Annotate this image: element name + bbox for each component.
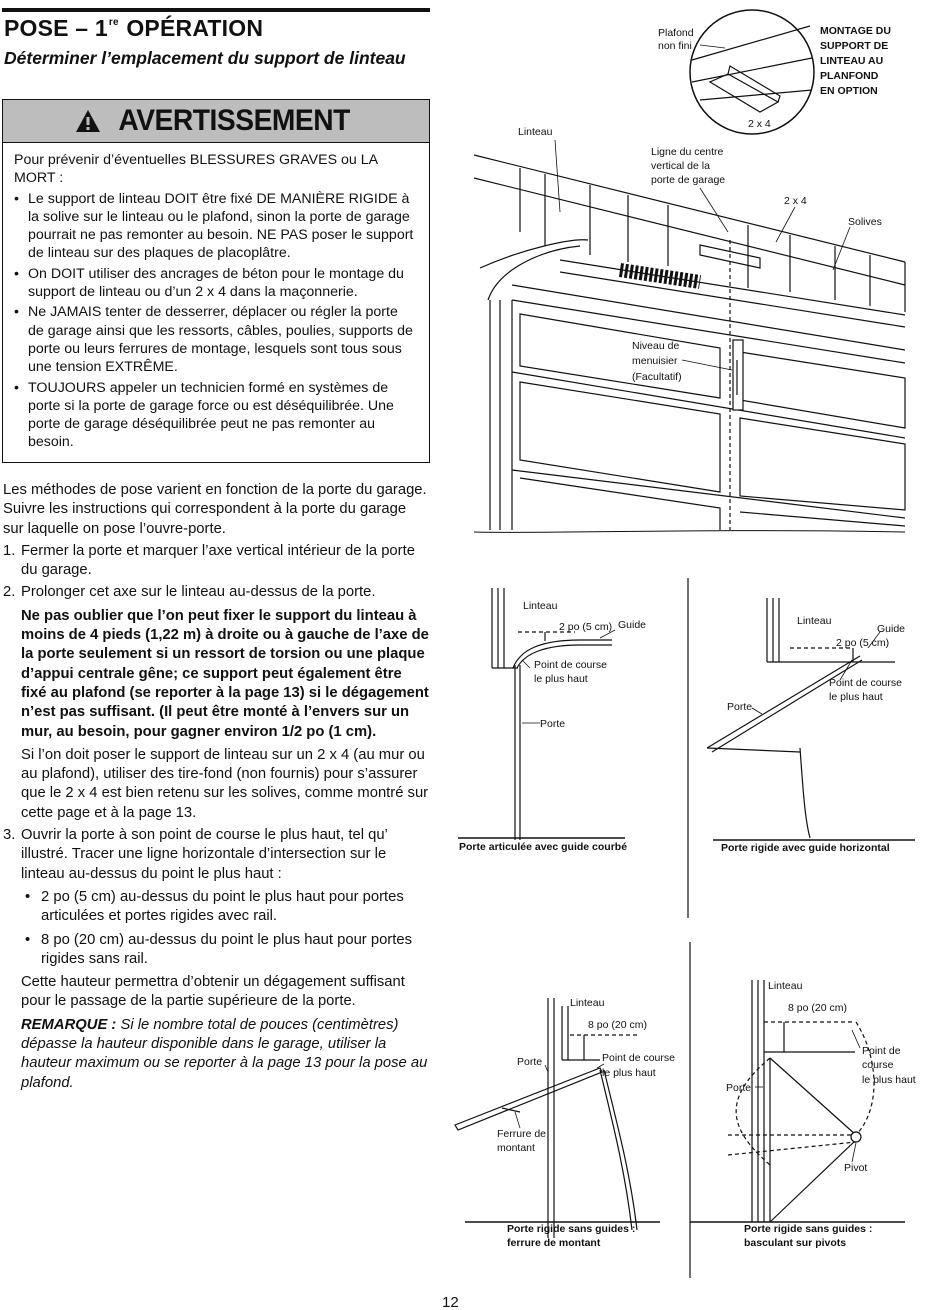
label-2x4-inset: 2 x 4 — [748, 118, 771, 130]
fig4-label-linteau: Linteau — [768, 980, 803, 992]
label-niveau-1: Niveau de — [632, 340, 680, 352]
warning-item: • On DOIT utiliser des ancrages de béton pour le montage du support de linteau ou d’un 2 x 4 dans la maçonnerie. — [14, 265, 417, 302]
fig4-caption-2: basculant sur pivots — [744, 1237, 847, 1249]
fig1-label-point-2: le plus haut — [534, 673, 588, 685]
fig4-label-pivot: Pivot — [844, 1162, 868, 1174]
fig2-label-point-1: Point de course — [829, 677, 902, 689]
step-2-important: Ne pas oublier que l’on peut fixer le support du linteau à moins de 4 pieds (1,22 m) à droite ou à gauche de l’axe de la porte seulement si un ressort de torsion ou une plaque d’appui centrale gêne; ce support peut également être fixé au plafond (se reporter à la page 13) si le dégagement n’est pas suffisant. (Il peut être monté à l’envers sur un mur, au besoin, pour gagner environ 1/2 po (1 cm). — [21, 607, 429, 740]
fig2-caption: Porte rigide avec guide horizontal — [721, 842, 890, 854]
fig3-label-linteau: Linteau — [570, 997, 605, 1009]
label-ligne-3: porte de garage — [651, 174, 726, 186]
fig2-label-dim: 2 po (5 cm) — [836, 637, 890, 649]
warning-intro: Pour prévenir d’éventuelles BLESSURES GRAVES ou LA MORT : — [14, 152, 378, 187]
step-3-bullet: • 8 po (20 cm) au-dessus du point le plus haut pour portes rigides sans rail. — [3, 931, 429, 970]
fig4-label-dim: 8 po (20 cm) — [788, 1002, 847, 1014]
label-montage-2: SUPPORT DE — [820, 40, 889, 52]
fig1-caption: Porte articulée avec guide courbé — [459, 841, 628, 853]
fig3-label-point-1: Point de course — [602, 1052, 675, 1064]
label-solives: Solives — [848, 216, 882, 228]
step-2-extra: Si l’on doit poser le support de linteau sur un 2 x 4 (au mur ou au plafond), utiliser des tire-fond (non fournis) pour s’assurer que le 2 x 4 est bien retenu sur les solives, comme montré sur cette page et à la page 13. — [21, 746, 429, 821]
warning-item: • Le support de linteau DOIT être fixé DE MANIÈRE RIGIDE à la solive sur le linteau ou le plafond, sinon la porte de garage pourrait ne pas remonter au besoin. NE PAS poser le support de linteau sur des plaques de placoplâtre. — [14, 190, 417, 263]
fig2-label-porte: Porte — [727, 701, 753, 713]
fig2-label-point-2: le plus haut — [829, 691, 883, 703]
warning-item: • TOUJOURS appeler un technicien formé en systèmes de porte si la porte de garage force ou est déséquilibrée. Une porte de garage déséquilibrée peut ne pas remonter au besoin. — [14, 379, 417, 452]
fig3-label-ferrure-2: montant — [497, 1142, 535, 1154]
fig3-label-point-2: le plus haut — [602, 1067, 656, 1079]
label-montage-4: PLANFOND — [820, 70, 879, 82]
fig1-label-dim: 2 po (5 cm) — [559, 621, 613, 633]
warning-heading: AVERTISSEMENT — [118, 104, 350, 137]
fig3-label-ferrure-1: Ferrure de — [497, 1128, 547, 1140]
clearance-paragraph: Cette hauteur permettra d’obtenir un dégagement suffisant pour le passage de la partie supérieure de la porte. — [21, 974, 405, 1010]
note-paragraph: REMARQUE : Si le nombre total de pouces (centimètres) dépasse la hauteur disponible dans le garage, utiliser la hauteur maximum ou se reporter à la page 13 pour la pose au plafond. — [21, 1016, 428, 1091]
fig3-label-porte: Porte — [517, 1056, 543, 1068]
label-montage-5: EN OPTION — [820, 85, 878, 97]
warning-item: • Ne JAMAIS tenter de desserrer, déplacer ou régler la porte de garage ainsi que les ressorts, câbles, poulies, supports de porte ou leurs ferrures de montage, lesquels sont tous sous une tension EXTRÊME. — [14, 303, 417, 376]
fig4-label-point-2: course — [862, 1059, 894, 1071]
label-niveau-2: menuisier — [632, 355, 678, 367]
fig2-label-guide: Guide — [877, 623, 906, 635]
section-subtitle: Déterminer l’emplacement du support de linteau — [4, 48, 406, 68]
step-3: 3. Ouvrir la porte à son point de course le plus haut, tel qu’ illustré. Tracer une ligne horizontale d’intersection sur le linteau au-dessus du point le plus haut : — [3, 827, 388, 882]
fig1-label-porte: Porte — [540, 718, 566, 730]
fig1-label-linteau: Linteau — [523, 600, 558, 612]
step-1: 1. Fermer la porte et marquer l’axe vertical intérieur de la porte du garage. — [3, 542, 415, 579]
step-2: 2. Prolonger cet axe sur le linteau au-dessus de la porte. — [3, 584, 376, 601]
fig3-caption-1: Porte rigide sans guides : — [507, 1223, 636, 1235]
step-3-bullet: • 2 po (5 cm) au-dessus du point le plus haut pour portes articulées et portes rigides avec rail. — [3, 888, 429, 927]
label-montage-1: MONTAGE DU — [820, 25, 891, 37]
fig3-label-dim: 8 po (20 cm) — [588, 1019, 647, 1031]
label-2x4: 2 x 4 — [784, 195, 807, 207]
label-niveau-3: (Facultatif) — [632, 371, 682, 383]
label-ligne-1: Ligne du centre — [651, 146, 724, 158]
fig1-label-guide: Guide — [618, 619, 647, 631]
fig3-caption-2: ferrure de montant — [507, 1237, 601, 1249]
label-linteau: Linteau — [518, 126, 553, 138]
fig4-label-point-3: le plus haut — [862, 1074, 916, 1086]
label-plafond-1: Plafond — [658, 27, 694, 39]
page-number: 12 — [442, 1294, 459, 1310]
label-ligne-2: vertical de la — [651, 160, 710, 172]
fig4-label-point-1: Point de — [862, 1045, 901, 1057]
fig1-label-point-1: Point de course — [534, 659, 607, 671]
label-plafond-2: non fini — [658, 40, 692, 52]
label-montage-3: LINTEAU AU — [820, 55, 884, 67]
intro-paragraph: Les méthodes de pose varient en fonction de la porte du garage. Suivre les instructions qui correspondent à la porte du garage sur laquelle on pose l’ouvre-porte. — [3, 482, 427, 537]
fig2-label-linteau: Linteau — [797, 615, 832, 627]
fig4-caption-1: Porte rigide sans guides : — [744, 1223, 873, 1235]
page-title: POSE – 1re OPÉRATION — [4, 15, 264, 41]
fig4-label-porte: Porte — [726, 1082, 752, 1094]
